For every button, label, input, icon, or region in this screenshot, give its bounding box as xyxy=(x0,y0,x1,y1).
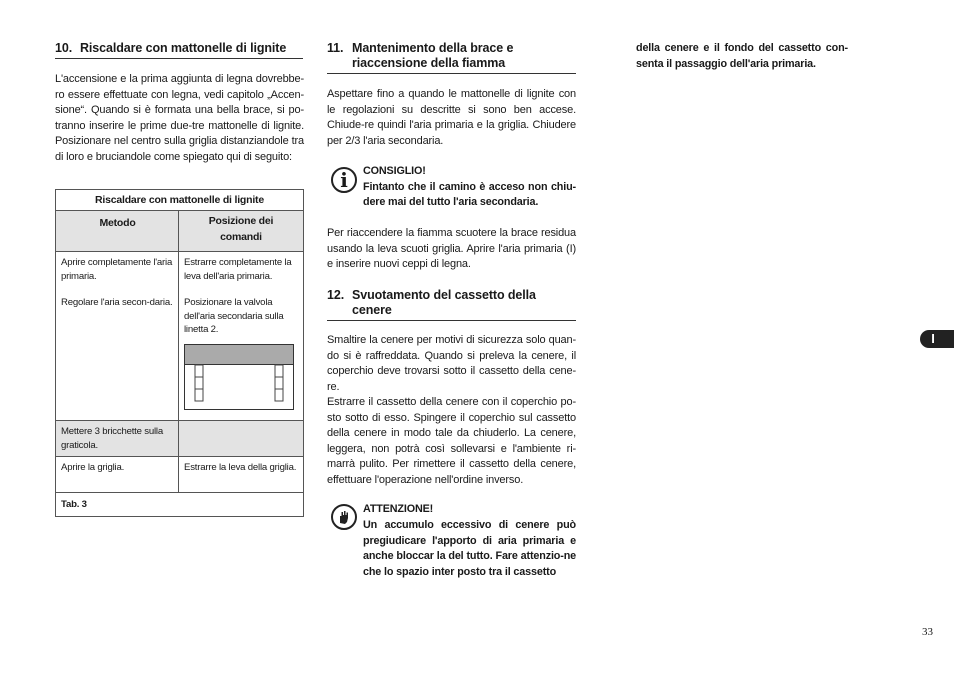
stove-controls-illustration xyxy=(184,344,294,410)
table-cell-text xyxy=(179,421,304,457)
table-cell-text: Aprire la griglia. xyxy=(56,457,179,493)
warning-label: ATTENZIONE! xyxy=(363,503,434,515)
table-header-controls: Posizione dei comandi xyxy=(179,211,304,252)
section-title: Svuotamento del cassetto della xyxy=(352,288,536,302)
section-10-body: L'accensione e la prima aggiunta di legna dovrebbe-ro essere effettuate con legna, vedi capitolo „Accen-sione“. Quando si è formata una bella brace, si po-tranno inserire le prime due-tre mattonelle di lignite. Posizionare nel centro sulla griglia distanziandole tra di loro e bruciandole come spiegato qui di seguito: xyxy=(55,73,304,163)
warning-box xyxy=(363,502,576,581)
table-cell-text: Regolare l'aria secon-daria. xyxy=(61,297,173,308)
table-cell-text: Posizionare la valvola dell'aria secondaria sulla linetta 2. xyxy=(184,297,284,335)
table-cell-text: Estrarre completamente la leva dell'aria primaria. xyxy=(184,257,292,282)
section-title-line2: cenere xyxy=(352,303,392,317)
section-11-body1: Aspettare fino a quando le mattonelle di lignite con le regolazioni su descritte si sono ben accese. Chiude-re quindi l'aria primaria e la griglia. Chiudere per 2/3 l'aria secondaria. xyxy=(327,88,576,147)
table-caption: Tab. 3 xyxy=(56,493,304,517)
language-tab-label: I xyxy=(931,331,935,346)
tip-box xyxy=(363,164,576,211)
table-row xyxy=(56,457,304,493)
section-title: Mantenimento della brace e xyxy=(352,41,514,55)
section-10-heading xyxy=(55,41,305,56)
section-12-paragraph: Smaltire la cenere per motivi di sicurezza solo quan-do si è raffreddata. Quando si preleva la cenere, il coperchio deve trovarsi sotto il cassetto della cene-re. xyxy=(327,334,576,393)
section-12-paragraph: Estrarre il cassetto della cenere con il coperchio po-sto sotto di esso. Spingere il coperchio sul cassetto della cenere in modo tale da chiuderlo. La cenere, leggera, non potrà così sollevarsi e l'ambiente ri-marrà pulito. Per rimettere il cassetto della cenere, effettuare l'operazione nell'ordine inverso. xyxy=(327,396,576,486)
section-number: 12. xyxy=(327,288,345,302)
page-number: 33 xyxy=(922,626,933,638)
lignite-table xyxy=(55,189,304,517)
table-cell-text: Mettere 3 bricchette sulla graticola. xyxy=(56,421,179,457)
hand-warning-icon xyxy=(331,504,357,530)
info-icon: i xyxy=(331,167,357,193)
heading-rule xyxy=(327,320,576,321)
heading-rule xyxy=(55,58,303,59)
table-row xyxy=(56,421,304,457)
table-row xyxy=(56,252,304,421)
table-cell-text: Estrarre la leva della griglia. xyxy=(179,457,304,493)
section-title: Riscaldare con mattonelle di lignite xyxy=(80,41,287,55)
section-12-body xyxy=(327,333,576,488)
section-11-heading xyxy=(327,41,577,71)
section-title-line2: riaccensione della fiamma xyxy=(352,56,506,70)
language-tab xyxy=(920,330,954,348)
section-number: 11. xyxy=(327,41,344,55)
table-header-method: Metodo xyxy=(56,211,179,252)
warning-continuation: della cenere e il fondo del cassetto con-senta il passaggio dell'aria primaria. xyxy=(636,42,848,70)
tip-text: Fintanto che il camino è acceso non chiu-dere mai del tutto l'aria secondaria. xyxy=(363,180,576,208)
section-number: 10. xyxy=(55,41,73,55)
table-title: Riscaldare con mattonelle di lignite xyxy=(56,190,304,211)
heading-rule xyxy=(327,73,576,74)
tip-label: CONSIGLIO! xyxy=(363,165,426,177)
section-12-heading xyxy=(327,288,577,318)
table-cell-text: Aprire completamente l'aria primaria. xyxy=(61,257,173,282)
section-11-body2: Per riaccendere la fiamma scuotere la brace residua usando la leva scuoti griglia. Aprire l'aria primaria (I) e inserire nuovi ceppi di legna. xyxy=(327,227,576,270)
warning-text: Un accumulo eccessivo di cenere può pregiudicare l'apporto di aria primaria e anche bloccar la del tutto. Fare attenzio-ne che lo spazio inter posto tra il cassetto xyxy=(363,518,576,579)
